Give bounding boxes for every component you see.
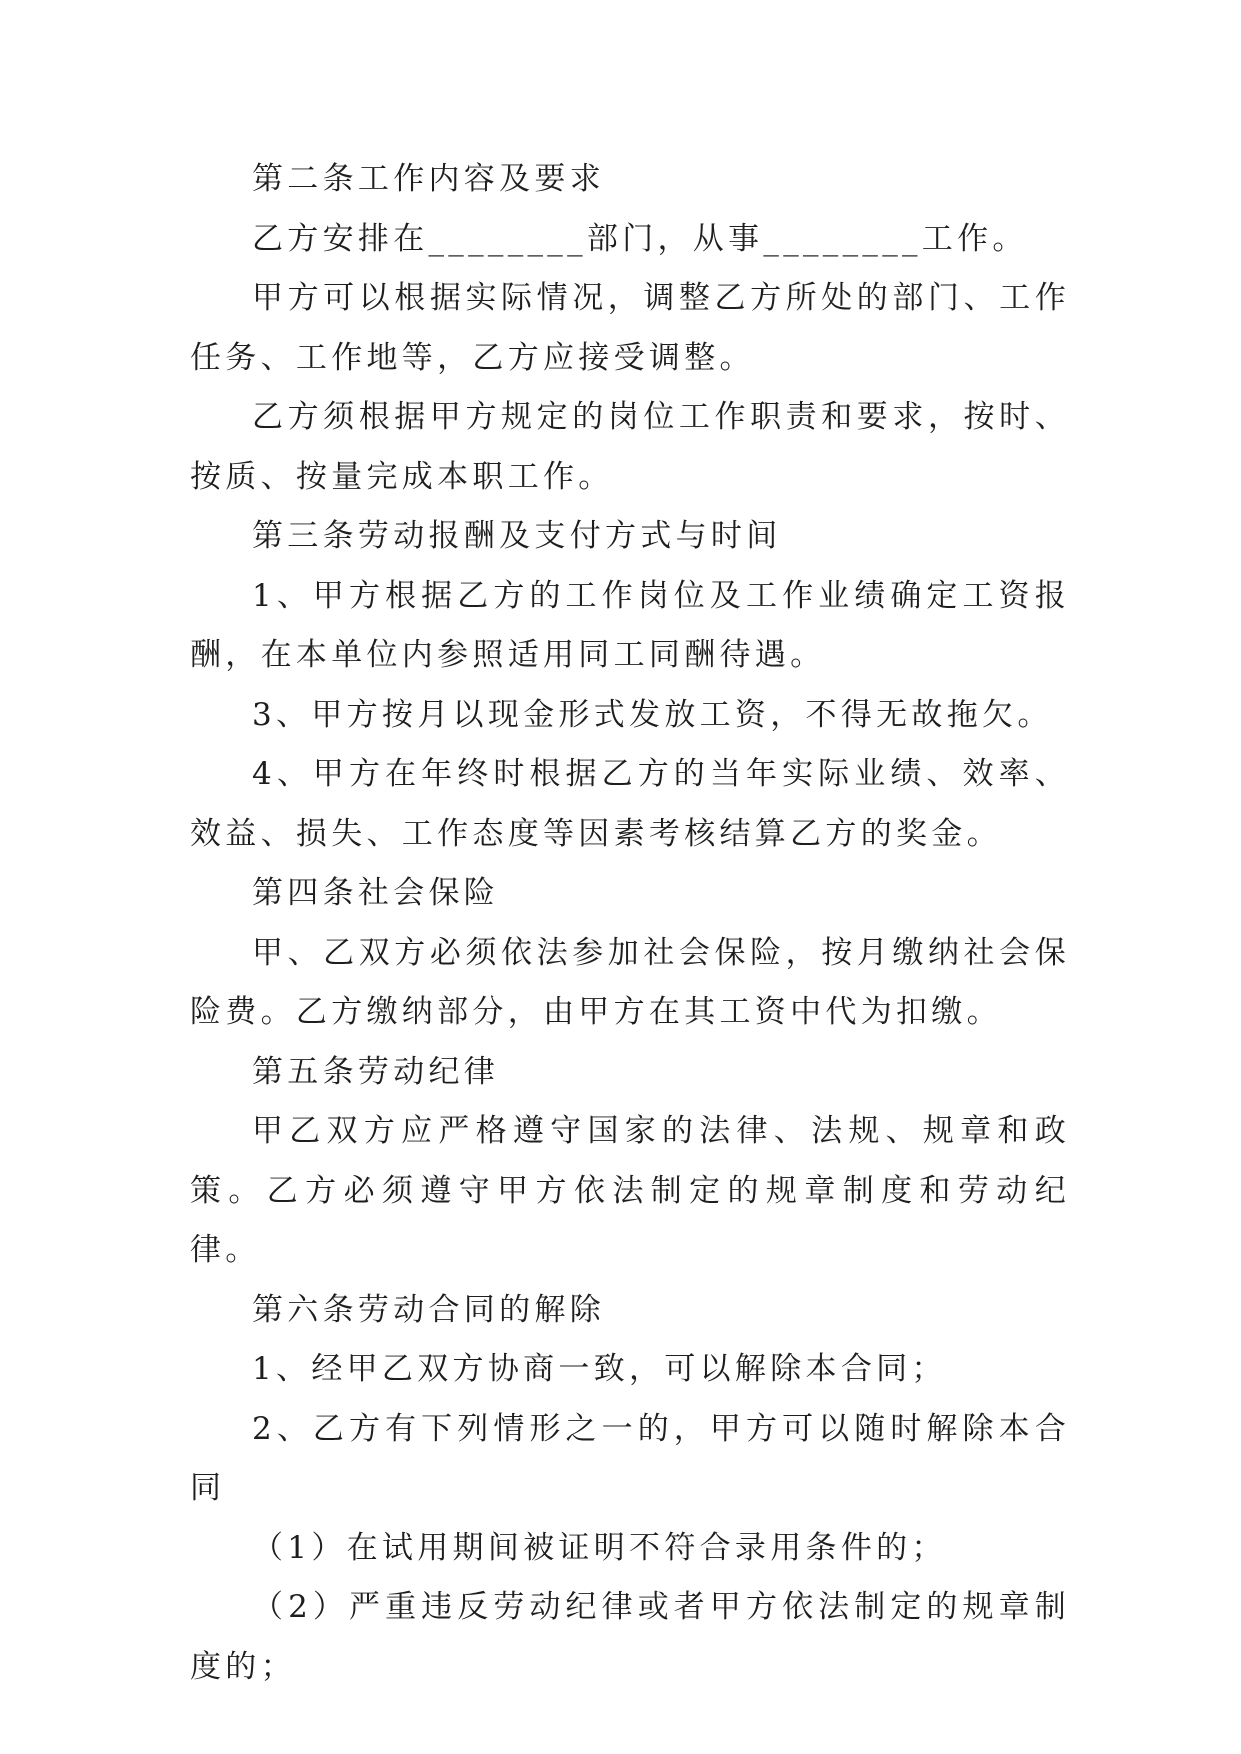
document-body — [190, 150, 1070, 1697]
heading-article-6: 第六条劳动合同的解除 — [252, 1291, 605, 1328]
paragraph: 1、甲方根据乙方的工作岗位及工作业绩确定工资报酬，在本单位内参照适用同工同酬待遇。 — [190, 577, 1070, 673]
paragraph: 2、乙方有下列情形之一的，甲方可以随时解除本合同 — [190, 1410, 1070, 1506]
paragraph: 1、经甲乙双方协商一致，可以解除本合同； — [252, 1351, 947, 1387]
heading-article-2: 第二条工作内容及要求 — [252, 161, 605, 197]
paragraph: 甲乙双方应严格遵守国家的法律、法规、规章和政策。乙方必须遵守甲方依法制定的规章制度和劳动纪律。 — [190, 1113, 1070, 1268]
paragraph: 乙方安排在________部门，从事________工作。 — [252, 220, 1028, 257]
paragraph: 乙方须根据甲方规定的岗位工作职责和要求，按时、按质、按量完成本职工作。 — [190, 399, 1070, 495]
paragraph: 3、甲方按月以现金形式发放工资，不得无故拖欠。 — [252, 696, 1053, 733]
paragraph: 4、甲方在年终时根据乙方的当年实际业绩、效率、效益、损失、工作态度等因素考核结算乙方的奖金。 — [190, 756, 1070, 852]
paragraph: （2）严重违反劳动纪律或者甲方依法制定的规章制度的； — [190, 1589, 1070, 1685]
paragraph: 甲方可以根据实际情况，调整乙方所处的部门、工作任务、工作地等，乙方应接受调整。 — [190, 280, 1070, 376]
paragraph: （1）在试用期间被证明不符合录用条件的； — [252, 1529, 947, 1566]
paragraph: 甲、乙双方必须依法参加社会保险，按月缴纳社会保险费。乙方缴纳部分，由甲方在其工资中代为扣缴。 — [190, 934, 1070, 1030]
heading-article-3: 第三条劳动报酬及支付方式与时间 — [252, 518, 782, 554]
heading-article-4: 第四条社会保险 — [252, 875, 500, 911]
heading-article-5: 第五条劳动纪律 — [252, 1053, 500, 1090]
